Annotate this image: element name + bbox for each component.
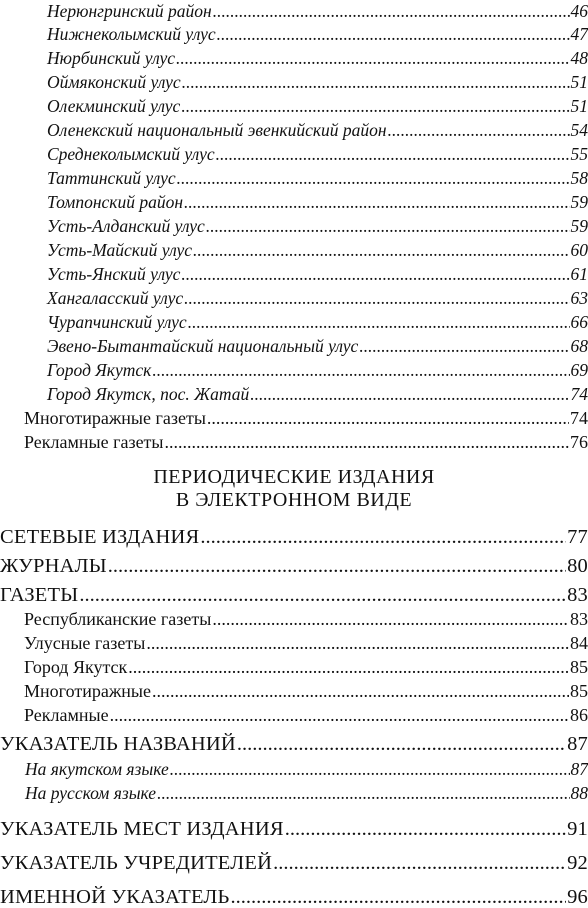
entry-label: Город Якутск, пос. Жатай <box>0 383 249 405</box>
dot-leader <box>165 431 569 453</box>
page-number: 77 <box>567 526 588 548</box>
toc-entry <box>0 553 588 577</box>
dot-leader <box>231 886 567 908</box>
dot-leader <box>212 608 569 630</box>
dot-leader <box>152 680 569 702</box>
dot-leader <box>181 95 569 117</box>
page-number: 55 <box>571 143 588 165</box>
page-number: 66 <box>571 311 588 333</box>
dot-leader <box>388 119 570 141</box>
entry-label: ИМЕННОЙ УКАЗАТЕЛЬ <box>0 886 230 908</box>
entry-label: Эвено-Бытантайский национальный улус <box>0 335 358 357</box>
entry-label: УКАЗАТЕЛЬ УЧРЕДИТЕЛЕЙ <box>0 852 272 874</box>
page-number: 85 <box>570 680 588 702</box>
dot-leader <box>217 23 570 45</box>
toc-entry <box>0 309 588 333</box>
dot-leader <box>207 407 569 429</box>
dot-leader <box>285 818 566 840</box>
dot-leader <box>193 239 569 261</box>
page-number: 68 <box>571 335 588 357</box>
page-number: 85 <box>570 656 588 678</box>
dot-leader <box>237 733 566 755</box>
entry-label: ГАЗЕТЫ <box>0 584 78 606</box>
page-number: 74 <box>570 407 588 429</box>
entry-label: На русском языке <box>0 782 156 804</box>
page-number: 91 <box>567 818 588 840</box>
toc-entry <box>0 141 588 165</box>
page-number: 84 <box>570 632 588 654</box>
toc-entry <box>0 21 588 45</box>
entry-label: УКАЗАТЕЛЬ НАЗВАНИЙ <box>0 733 236 755</box>
dot-leader <box>250 383 569 405</box>
toc-entry <box>0 850 588 874</box>
page-number: 51 <box>571 71 588 93</box>
toc-entry <box>0 0 588 22</box>
toc-entry <box>0 93 588 117</box>
page-number: 92 <box>567 852 588 874</box>
toc-entry <box>0 189 588 213</box>
toc-entry <box>0 405 588 429</box>
entry-label: Город Якутск <box>0 359 151 381</box>
dot-leader <box>170 758 570 780</box>
dot-leader <box>184 191 569 213</box>
entry-label: Чурапчинский улус <box>0 311 187 333</box>
page-number: 69 <box>571 359 588 381</box>
section-heading-line1: ПЕРИОДИЧЕСКИЕ ИЗДАНИЯ <box>0 466 588 488</box>
page-number: 83 <box>567 584 588 606</box>
dot-leader <box>359 335 569 357</box>
dot-leader <box>206 215 570 237</box>
entry-label: УКАЗАТЕЛЬ МЕСТ ИЗДАНИЯ <box>0 818 284 840</box>
dot-leader <box>184 287 569 309</box>
dot-leader <box>182 71 570 93</box>
page-number: 47 <box>571 23 588 45</box>
toc-entry <box>0 261 588 285</box>
page-number: 61 <box>571 263 588 285</box>
entry-label: Усть-Янский улус <box>0 263 180 285</box>
entry-label: Республиканские газеты <box>0 608 211 630</box>
entry-label: Олекминский улус <box>0 95 180 117</box>
dot-leader <box>213 0 570 22</box>
page-number: 88 <box>571 782 588 804</box>
dot-leader <box>273 852 566 874</box>
toc-entry <box>0 756 588 780</box>
toc-entry <box>0 816 588 840</box>
page-number: 74 <box>571 383 588 405</box>
toc-entry <box>0 381 588 405</box>
page-number: 48 <box>571 47 588 69</box>
entry-label: Рекламные <box>0 704 109 726</box>
entry-label: Томпонский район <box>0 191 183 213</box>
dot-leader <box>108 555 566 577</box>
toc-entry <box>0 165 588 189</box>
toc-entry <box>0 524 588 548</box>
entry-label: СЕТЕВЫЕ ИЗДАНИЯ <box>0 526 199 548</box>
dot-leader <box>79 584 566 606</box>
dot-leader <box>200 526 566 548</box>
section-heading-line2: В ЭЛЕКТРОННОМ ВИДЕ <box>0 489 588 511</box>
page-number: 59 <box>571 215 588 237</box>
toc-entry <box>0 45 588 69</box>
entry-label: Хангаласский улус <box>0 287 183 309</box>
toc-entry <box>0 678 588 702</box>
toc-entry <box>0 333 588 357</box>
toc-entry <box>0 884 588 908</box>
dot-leader <box>146 632 569 654</box>
dot-leader <box>110 704 569 726</box>
page-number: 51 <box>571 95 588 117</box>
dot-leader <box>181 263 569 285</box>
dot-leader <box>157 782 569 804</box>
page-number: 87 <box>571 758 588 780</box>
entry-label: Рекламные газеты <box>0 431 164 453</box>
toc-entry <box>0 285 588 309</box>
entry-label: Нюрбинский улус <box>0 47 175 69</box>
toc-entry <box>0 69 588 93</box>
dot-leader <box>152 359 569 381</box>
toc-entry <box>0 654 588 678</box>
page-number: 76 <box>570 431 588 453</box>
entry-label: На якутском языке <box>0 758 169 780</box>
entry-label: Многотиражные газеты <box>0 407 206 429</box>
page-number: 60 <box>571 239 588 261</box>
page-number: 46 <box>571 0 588 22</box>
entry-label: Усть-Алданский улус <box>0 215 205 237</box>
page-number: 83 <box>570 608 588 630</box>
page-number: 87 <box>567 733 588 755</box>
dot-leader <box>188 311 570 333</box>
page-number: 63 <box>571 287 588 309</box>
toc-entry <box>0 237 588 261</box>
page-number: 80 <box>567 555 588 577</box>
toc-entry <box>0 780 588 804</box>
toc-entry <box>0 429 588 453</box>
entry-label: Нерюнгринский район <box>0 0 212 22</box>
toc-entry <box>0 606 588 630</box>
page-number: 54 <box>571 119 588 141</box>
page-number: 86 <box>570 704 588 726</box>
page-number: 96 <box>567 886 588 908</box>
entry-label: Оймяконский улус <box>0 71 181 93</box>
entry-label: Таттинский улус <box>0 167 176 189</box>
page-number: 59 <box>571 191 588 213</box>
entry-label: Нижнеколымский улус <box>0 23 216 45</box>
dot-leader <box>128 656 569 678</box>
toc-entry <box>0 582 588 606</box>
dot-leader <box>216 143 570 165</box>
page-number: 58 <box>571 167 588 189</box>
entry-label: Оленекский национальный эвенкийский район <box>0 119 387 141</box>
toc-entry <box>0 630 588 654</box>
entry-label: Многотиражные <box>0 680 151 702</box>
entry-label: Среднеколымский улус <box>0 143 215 165</box>
entry-label: ЖУРНАЛЫ <box>0 555 107 577</box>
toc-entry <box>0 702 588 726</box>
toc-entry <box>0 117 588 141</box>
toc-entry <box>0 731 588 755</box>
toc-entry <box>0 357 588 381</box>
entry-label: Улусные газеты <box>0 632 145 654</box>
dot-leader <box>176 47 569 69</box>
entry-label: Город Якутск <box>0 656 127 678</box>
entry-label: Усть-Майский улус <box>0 239 192 261</box>
toc-entry <box>0 213 588 237</box>
dot-leader <box>177 167 570 189</box>
